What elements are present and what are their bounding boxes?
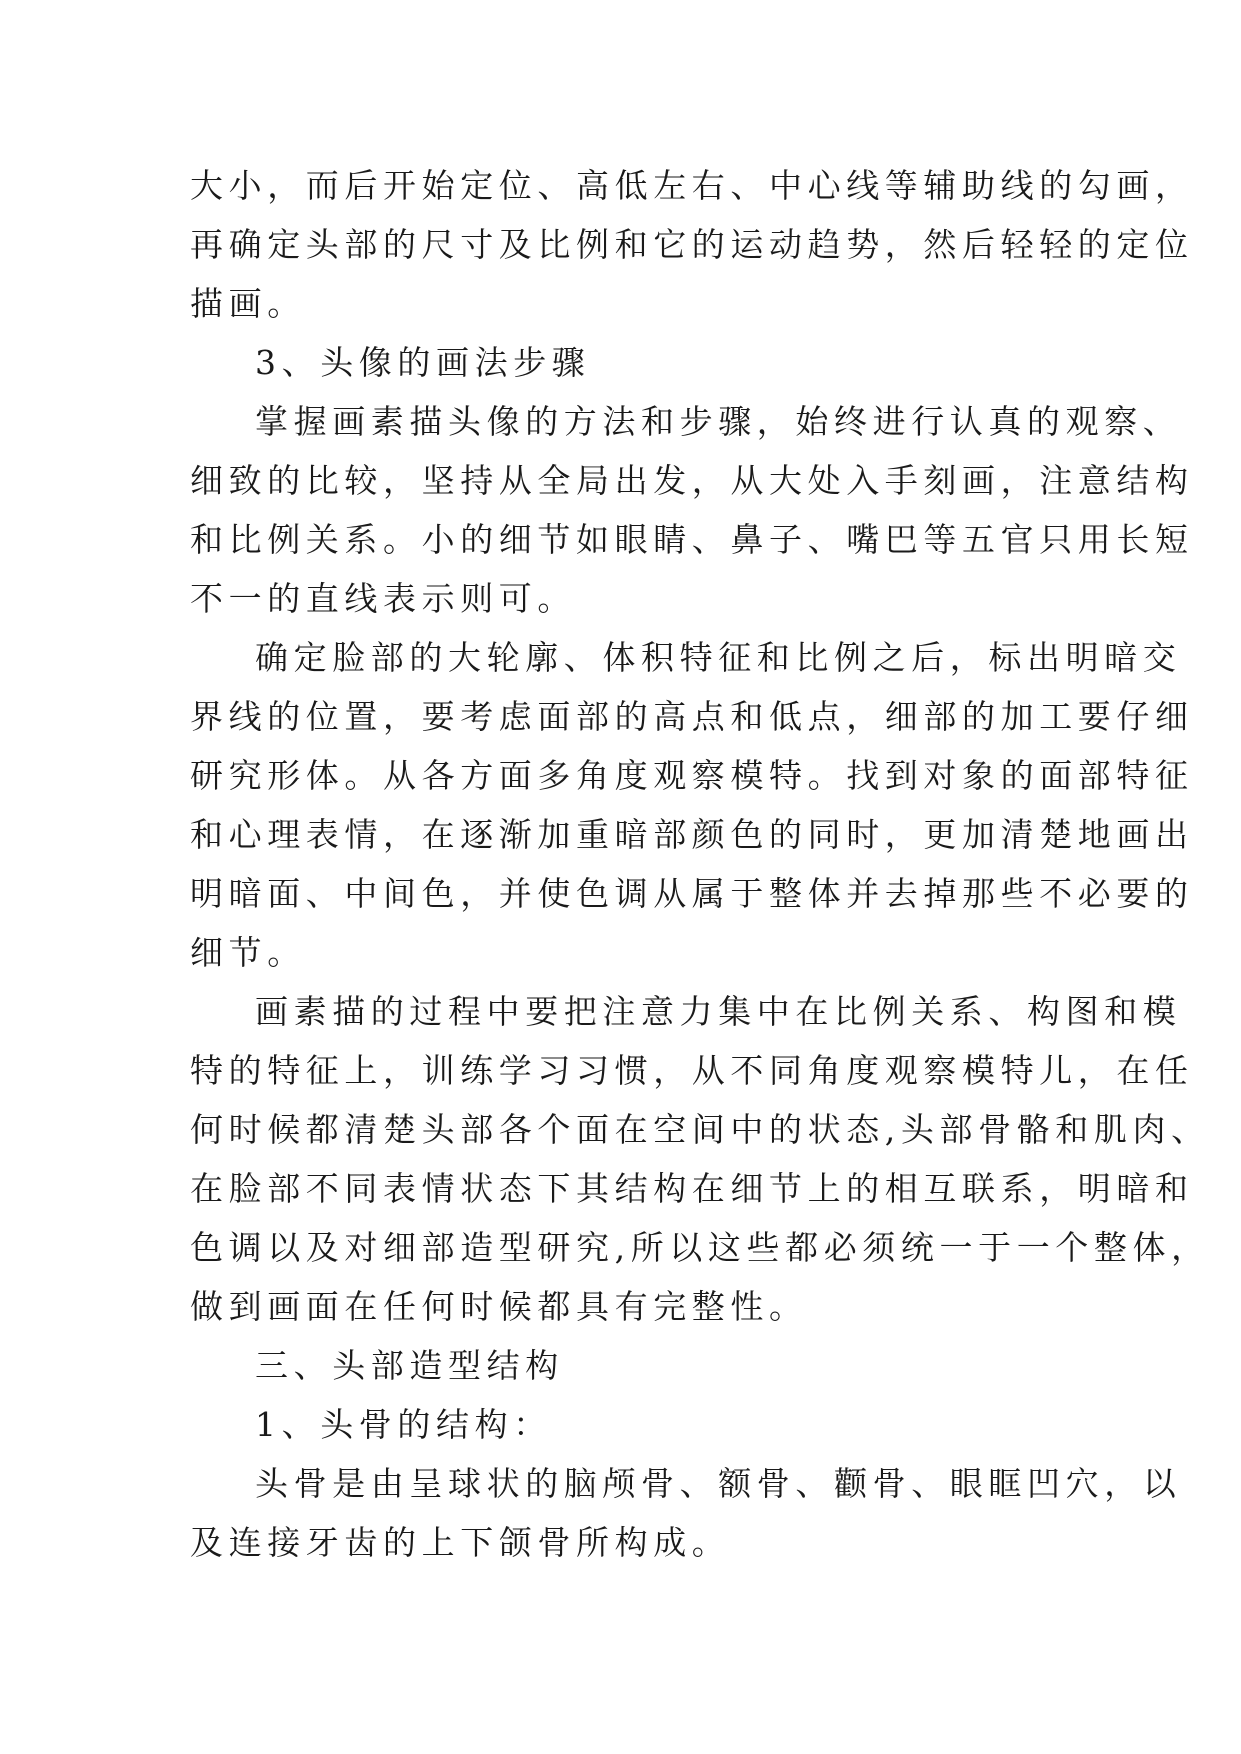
text-line: 不一的直线表示则可。 — [190, 579, 576, 618]
text-line: 画素描的过程中要把注意力集中在比例关系、构图和模 — [255, 992, 1182, 1031]
text-line: 何时候都清楚头部各个面在空间中的状态,头部骨骼和肌肉、 — [190, 1110, 1210, 1149]
text-line: 明暗面、中间色，并使色调从属于整体并去掉那些不必要的 — [190, 874, 1194, 913]
text-line: 界线的位置，要考虑面部的高点和低点，细部的加工要仔细 — [190, 697, 1194, 736]
text-line: 及连接牙齿的上下颌骨所构成。 — [190, 1523, 731, 1562]
text-line: 细节。 — [190, 933, 306, 972]
text-line: 头骨是由呈球状的脑颅骨、额骨、颧骨、眼眶凹穴，以 — [255, 1464, 1182, 1503]
text-line: 确定脸部的大轮廓、体积特征和比例之后，标出明暗交 — [255, 638, 1182, 677]
text-line: 大小，而后开始定位、高低左右、中心线等辅助线的勾画， — [190, 166, 1194, 205]
text-line: 做到画面在任何时候都具有完整性。 — [190, 1287, 808, 1326]
section-heading: 三、头部造型结构 — [255, 1346, 564, 1385]
text-line: 描画。 — [190, 284, 306, 323]
text-line: 掌握画素描头像的方法和步骤，始终进行认真的观察、 — [255, 402, 1182, 441]
subsection-heading: 1、头骨的结构： — [255, 1405, 552, 1444]
text-line: 和心理表情，在逐渐加重暗部颜色的同时，更加清楚地画出 — [190, 815, 1194, 854]
text-line: 研究形体。从各方面多角度观察模特。找到对象的面部特征 — [190, 756, 1194, 795]
text-line: 细致的比较，坚持从全局出发，从大处入手刻画，注意结构 — [190, 461, 1194, 500]
text-line: 特的特征上，训练学习习惯，从不同角度观察模特儿，在任 — [190, 1051, 1194, 1090]
text-line: 再确定头部的尺寸及比例和它的运动趋势，然后轻轻的定位 — [190, 225, 1194, 264]
text-line: 色调以及对细部造型研究,所以这些都必须统一于一个整体， — [190, 1228, 1210, 1267]
text-line: 和比例关系。小的细节如眼睛、鼻子、嘴巴等五官只用长短 — [190, 520, 1194, 559]
text-line: 在脸部不同表情状态下其结构在细节上的相互联系，明暗和 — [190, 1169, 1194, 1208]
section-heading: 3、头像的画法步骤 — [255, 343, 591, 382]
